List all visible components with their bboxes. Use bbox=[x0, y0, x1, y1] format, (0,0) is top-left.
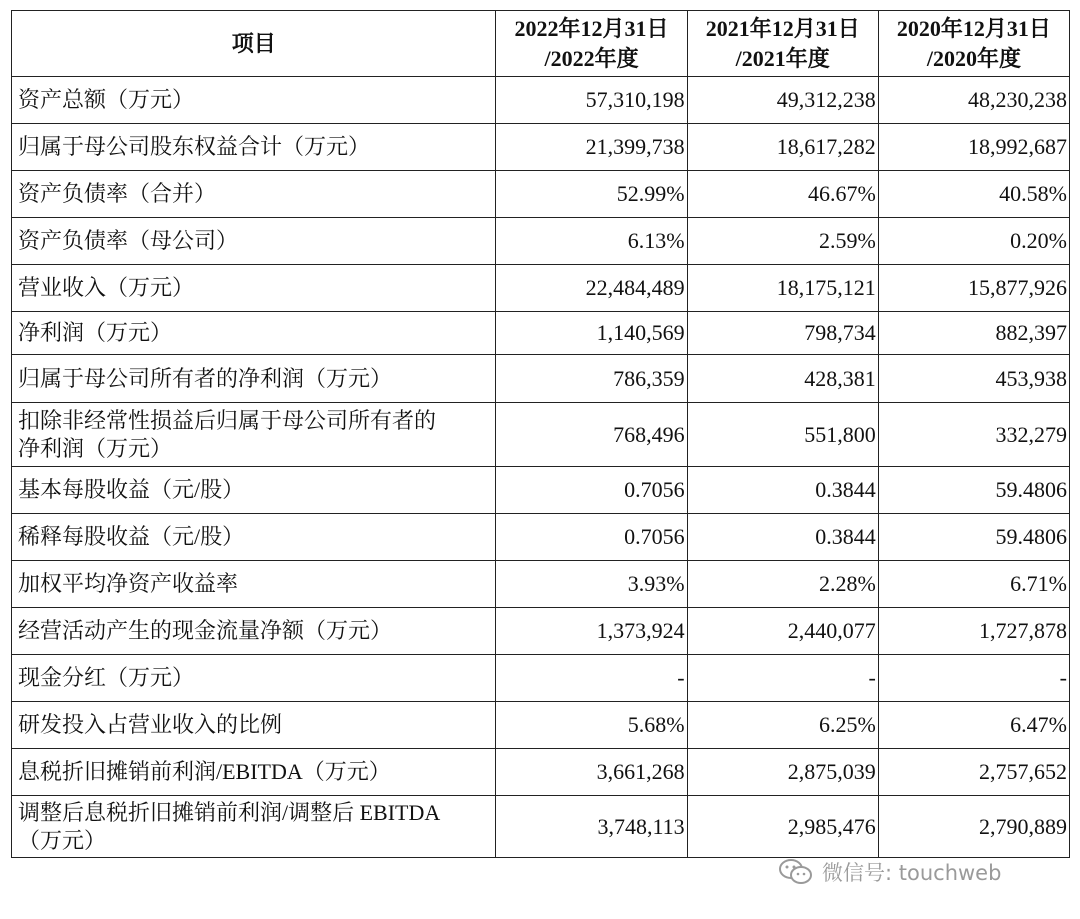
table-row bbox=[12, 171, 1070, 218]
row-label bbox=[12, 702, 496, 749]
row-label-line: 息税折旧摊销前利润/EBITDA（万元） bbox=[18, 759, 391, 784]
row-label-line: 净利润（万元） bbox=[18, 435, 173, 461]
row-value: 46.67% bbox=[687, 171, 878, 218]
row-value: - bbox=[878, 655, 1069, 702]
table-row bbox=[12, 655, 1070, 702]
row-value: 18,992,687 bbox=[878, 124, 1069, 171]
row-value: 332,279 bbox=[878, 403, 1069, 467]
row-value: 59.4806 bbox=[878, 467, 1069, 514]
row-value: 786,359 bbox=[496, 355, 687, 403]
row-value: 2,757,652 bbox=[878, 749, 1069, 796]
watermark-text: 微信号: touchweb bbox=[822, 861, 1002, 885]
row-label bbox=[12, 312, 496, 355]
row-value: 52.99% bbox=[496, 171, 687, 218]
row-value: 2,790,889 bbox=[878, 796, 1069, 858]
row-label bbox=[12, 171, 496, 218]
row-value: 551,800 bbox=[687, 403, 878, 467]
wechat-icon bbox=[778, 857, 814, 887]
header-2021-line2: /2021年度 bbox=[735, 45, 830, 71]
row-label-line: 稀释每股收益（元/股） bbox=[18, 524, 245, 549]
row-label-line: 扣除非经常性损益后归属于母公司所有者的 bbox=[18, 407, 437, 433]
row-value: 6.47% bbox=[878, 702, 1069, 749]
row-value: 428,381 bbox=[687, 355, 878, 403]
row-label-line: 资产总额（万元） bbox=[18, 87, 195, 112]
table-row bbox=[12, 355, 1070, 403]
row-label-line: 研发投入占营业收入的比例 bbox=[18, 712, 283, 737]
table-row bbox=[12, 312, 1070, 355]
row-value: 3.93% bbox=[496, 561, 687, 608]
row-value: 15,877,926 bbox=[878, 265, 1069, 312]
table-row bbox=[12, 796, 1070, 858]
row-value: 6.71% bbox=[878, 561, 1069, 608]
row-label bbox=[12, 514, 496, 561]
row-value: - bbox=[687, 655, 878, 702]
row-label bbox=[12, 355, 496, 403]
row-label bbox=[12, 218, 496, 265]
row-label-line: 现金分红（万元） bbox=[18, 665, 195, 690]
header-2021-line1: 2021年12月31日 bbox=[705, 15, 860, 41]
row-value: 49,312,238 bbox=[687, 77, 878, 124]
header-row bbox=[12, 11, 1070, 77]
row-label bbox=[12, 77, 496, 124]
header-2021 bbox=[687, 11, 878, 77]
table-row bbox=[12, 77, 1070, 124]
row-value: 882,397 bbox=[878, 312, 1069, 355]
row-value: 453,938 bbox=[878, 355, 1069, 403]
table-row bbox=[12, 265, 1070, 312]
table-row bbox=[12, 218, 1070, 265]
table-row bbox=[12, 561, 1070, 608]
table-row bbox=[12, 608, 1070, 655]
row-label bbox=[12, 403, 496, 467]
row-label-line: （万元） bbox=[18, 827, 107, 853]
row-label bbox=[12, 749, 496, 796]
row-value: 6.25% bbox=[687, 702, 878, 749]
row-label-line: 净利润（万元） bbox=[18, 320, 173, 345]
row-value: 2,440,077 bbox=[687, 608, 878, 655]
row-value: 0.7056 bbox=[496, 467, 687, 514]
header-2022 bbox=[496, 11, 687, 77]
row-label bbox=[12, 796, 496, 858]
row-value: 18,175,121 bbox=[687, 265, 878, 312]
row-label-line: 加权平均净资产收益率 bbox=[18, 571, 239, 596]
row-value: 6.13% bbox=[496, 218, 687, 265]
table-row bbox=[12, 124, 1070, 171]
row-value: 48,230,238 bbox=[878, 77, 1069, 124]
table-row bbox=[12, 514, 1070, 561]
row-value: 21,399,738 bbox=[496, 124, 687, 171]
table-row bbox=[12, 702, 1070, 749]
row-value: 22,484,489 bbox=[496, 265, 687, 312]
watermark bbox=[778, 857, 1001, 887]
row-label-line: 经营活动产生的现金流量净额（万元） bbox=[18, 618, 393, 643]
row-label bbox=[12, 608, 496, 655]
header-2020-line2: /2020年度 bbox=[926, 45, 1021, 71]
row-label-line: 资产负债率（母公司） bbox=[18, 228, 239, 253]
row-value: 2,985,476 bbox=[687, 796, 878, 858]
header-2020 bbox=[878, 11, 1069, 77]
header-2022-line1: 2022年12月31日 bbox=[514, 15, 669, 41]
table-row bbox=[12, 749, 1070, 796]
row-label bbox=[12, 265, 496, 312]
row-label bbox=[12, 561, 496, 608]
row-value: 0.3844 bbox=[687, 467, 878, 514]
header-2020-line1: 2020年12月31日 bbox=[896, 15, 1051, 41]
row-value: 0.20% bbox=[878, 218, 1069, 265]
table-row bbox=[12, 467, 1070, 514]
row-label-line: 归属于母公司股东权益合计（万元） bbox=[18, 134, 371, 159]
row-value: 0.3844 bbox=[687, 514, 878, 561]
row-label bbox=[12, 655, 496, 702]
row-label-line: 归属于母公司所有者的净利润（万元） bbox=[18, 365, 393, 391]
row-label bbox=[12, 467, 496, 514]
row-label-line: 调整后息税折旧摊销前利润/调整后 EBITDA bbox=[18, 799, 441, 825]
row-value: 2,875,039 bbox=[687, 749, 878, 796]
row-value: 18,617,282 bbox=[687, 124, 878, 171]
row-value: - bbox=[496, 655, 687, 702]
row-value: 59.4806 bbox=[878, 514, 1069, 561]
row-value: 5.68% bbox=[496, 702, 687, 749]
row-value: 2.28% bbox=[687, 561, 878, 608]
table-row bbox=[12, 403, 1070, 467]
header-item: 项目 bbox=[12, 11, 496, 77]
row-value: 1,140,569 bbox=[496, 312, 687, 355]
row-label bbox=[12, 124, 496, 171]
row-value: 0.7056 bbox=[496, 514, 687, 561]
row-value: 798,734 bbox=[687, 312, 878, 355]
header-2022-line2: /2022年度 bbox=[544, 45, 639, 71]
row-value: 768,496 bbox=[496, 403, 687, 467]
row-value: 40.58% bbox=[878, 171, 1069, 218]
row-value: 3,661,268 bbox=[496, 749, 687, 796]
financial-table bbox=[11, 10, 1070, 858]
row-value: 2.59% bbox=[687, 218, 878, 265]
row-value: 1,727,878 bbox=[878, 608, 1069, 655]
row-value: 1,373,924 bbox=[496, 608, 687, 655]
row-value: 57,310,198 bbox=[496, 77, 687, 124]
row-label-line: 营业收入（万元） bbox=[18, 275, 195, 300]
row-label-line: 基本每股收益（元/股） bbox=[18, 477, 245, 502]
row-label-line: 资产负债率（合并） bbox=[18, 181, 217, 206]
row-value: 3,748,113 bbox=[496, 796, 687, 858]
